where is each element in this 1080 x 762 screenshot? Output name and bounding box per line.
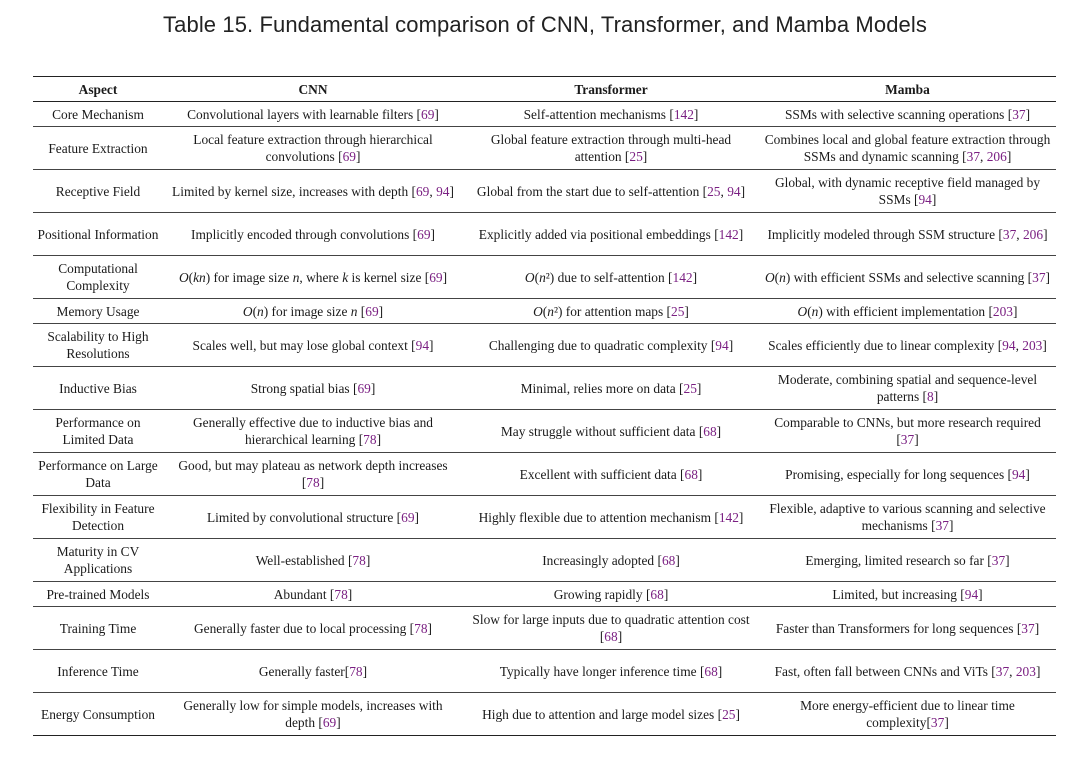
- cnn-cell: Well-established [78]: [163, 539, 463, 582]
- mamba-cell: More energy-efficient due to linear time complexity[37]: [800, 698, 1015, 730]
- table-row: [33, 539, 1056, 582]
- cnn-cell: Local feature extraction through hierarchical convolutions [69]: [163, 127, 463, 170]
- table-row: [33, 650, 1056, 693]
- header-transformer: Transformer: [463, 77, 759, 102]
- aspect-cell: Training Time: [33, 607, 163, 650]
- transformer-cell: Increasingly adopted [68]: [463, 539, 759, 582]
- mamba-cell: Promising, especially for long sequences [94]: [759, 453, 1056, 496]
- mamba-cell: Limited, but increasing [94]: [759, 582, 1056, 607]
- aspect-cell: Feature Extraction: [33, 127, 163, 170]
- cnn-cell: Limited by convolutional structure [69]: [163, 496, 463, 539]
- header-mamba: Mamba: [759, 77, 1056, 102]
- transformer-cell: Explicitly added via positional embeddings [142]: [463, 213, 759, 256]
- mamba-cell: Global, with dynamic receptive field managed by SSMs [94]: [759, 170, 1056, 213]
- mamba-cell: SSMs with selective scanning operations [37]: [759, 102, 1056, 127]
- table-row: [33, 410, 1056, 453]
- aspect-cell: Energy Consumption: [41, 706, 155, 722]
- transformer-cell: Self-attention mechanisms [142]: [463, 102, 759, 127]
- table-row: [33, 453, 1056, 496]
- table-row: [33, 213, 1056, 256]
- table-row: [33, 607, 1056, 650]
- transformer-cell: High due to attention and large model sizes [25]: [482, 706, 740, 722]
- aspect-cell: Scalability to High Resolutions: [33, 324, 163, 367]
- transformer-cell: May struggle without sufficient data [68]: [463, 410, 759, 453]
- table-row: [33, 170, 1056, 213]
- aspect-cell: Inference Time: [33, 650, 163, 693]
- table-row: [33, 256, 1056, 299]
- transformer-cell: Excellent with sufficient data [68]: [463, 453, 759, 496]
- header-aspect: Aspect: [33, 77, 163, 102]
- comparison-table: [33, 76, 1056, 736]
- aspect-cell: Pre-trained Models: [33, 582, 163, 607]
- cnn-cell: Generally faster[78]: [163, 650, 463, 693]
- transformer-cell: O(n²) for attention maps [25]: [463, 299, 759, 324]
- transformer-cell: Slow for large inputs due to quadratic attention cost [68]: [463, 607, 759, 650]
- transformer-cell: Typically have longer inference time [68]: [463, 650, 759, 693]
- mamba-cell: Faster than Transformers for long sequences [37]: [759, 607, 1056, 650]
- cnn-cell: Scales well, but may lose global context [94]: [163, 324, 463, 367]
- cnn-cell: Abundant [78]: [163, 582, 463, 607]
- aspect-cell: Inductive Bias: [33, 367, 163, 410]
- header-row: [33, 77, 1056, 102]
- mamba-cell: O(n) with efficient implementation [203]: [759, 299, 1056, 324]
- transformer-cell: Challenging due to quadratic complexity [94]: [463, 324, 759, 367]
- mamba-cell: Flexible, adaptive to various scanning and selective mechanisms [37]: [759, 496, 1056, 539]
- cnn-cell: Strong spatial bias [69]: [163, 367, 463, 410]
- aspect-cell: Core Mechanism: [33, 102, 163, 127]
- aspect-cell: Flexibility in Feature Detection: [33, 496, 163, 539]
- mamba-cell: Scales efficiently due to linear complexity [94, 203]: [759, 324, 1056, 367]
- mamba-cell: Comparable to CNNs, but more research required [37]: [759, 410, 1056, 453]
- transformer-cell: Global from the start due to self-attention [25, 94]: [463, 170, 759, 213]
- table-caption: Table 15. Fundamental comparison of CNN, Transformer, and Mamba Models: [163, 12, 927, 37]
- table-row: [33, 496, 1056, 539]
- mamba-cell: Moderate, combining spatial and sequence-level patterns [8]: [759, 367, 1056, 410]
- table-row: [33, 582, 1056, 607]
- header-cnn: CNN: [163, 77, 463, 102]
- mamba-cell: Combines local and global feature extraction through SSMs and dynamic scanning [37, 206]: [759, 127, 1056, 170]
- transformer-cell: Global feature extraction through multi-head attention [25]: [463, 127, 759, 170]
- table-row: [33, 102, 1056, 127]
- table-row: [33, 324, 1056, 367]
- transformer-cell: Highly flexible due to attention mechanism [142]: [463, 496, 759, 539]
- cnn-cell: Generally faster due to local processing [78]: [163, 607, 463, 650]
- cnn-cell: Generally effective due to inductive bias and hierarchical learning [78]: [163, 410, 463, 453]
- mamba-cell: Implicitly modeled through SSM structure [37, 206]: [759, 213, 1056, 256]
- aspect-cell: Maturity in CV Applications: [33, 539, 163, 582]
- aspect-cell: Performance on Limited Data: [33, 410, 163, 453]
- cnn-cell: Generally low for simple models, increases with depth [69]: [183, 698, 443, 730]
- cnn-cell: O(n) for image size n [69]: [163, 299, 463, 324]
- table-row: [33, 127, 1056, 170]
- mamba-cell: O(n) with efficient SSMs and selective scanning [37]: [759, 256, 1056, 299]
- transformer-cell: Growing rapidly [68]: [463, 582, 759, 607]
- aspect-cell: Computational Complexity: [33, 256, 163, 299]
- table-row: [33, 693, 1056, 736]
- mamba-cell: Fast, often fall between CNNs and ViTs [37, 203]: [759, 650, 1056, 693]
- table-row: [33, 299, 1056, 324]
- aspect-cell: Receptive Field: [33, 170, 163, 213]
- transformer-cell: O(n²) due to self-attention [142]: [463, 256, 759, 299]
- transformer-cell: Minimal, relies more on data [25]: [463, 367, 759, 410]
- cnn-cell: Limited by kernel size, increases with depth [69, 94]: [163, 170, 463, 213]
- mamba-cell: Emerging, limited research so far [37]: [759, 539, 1056, 582]
- aspect-cell: Performance on Large Data: [33, 453, 163, 496]
- table-row: [33, 367, 1056, 410]
- cnn-cell: Convolutional layers with learnable filters [69]: [163, 102, 463, 127]
- cnn-cell: O(kn) for image size n, where k is kernel size [69]: [163, 256, 463, 299]
- aspect-cell: Memory Usage: [33, 299, 163, 324]
- aspect-cell: Positional Information: [33, 213, 163, 256]
- cnn-cell: Implicitly encoded through convolutions [69]: [163, 213, 463, 256]
- cnn-cell: Good, but may plateau as network depth increases [78]: [163, 453, 463, 496]
